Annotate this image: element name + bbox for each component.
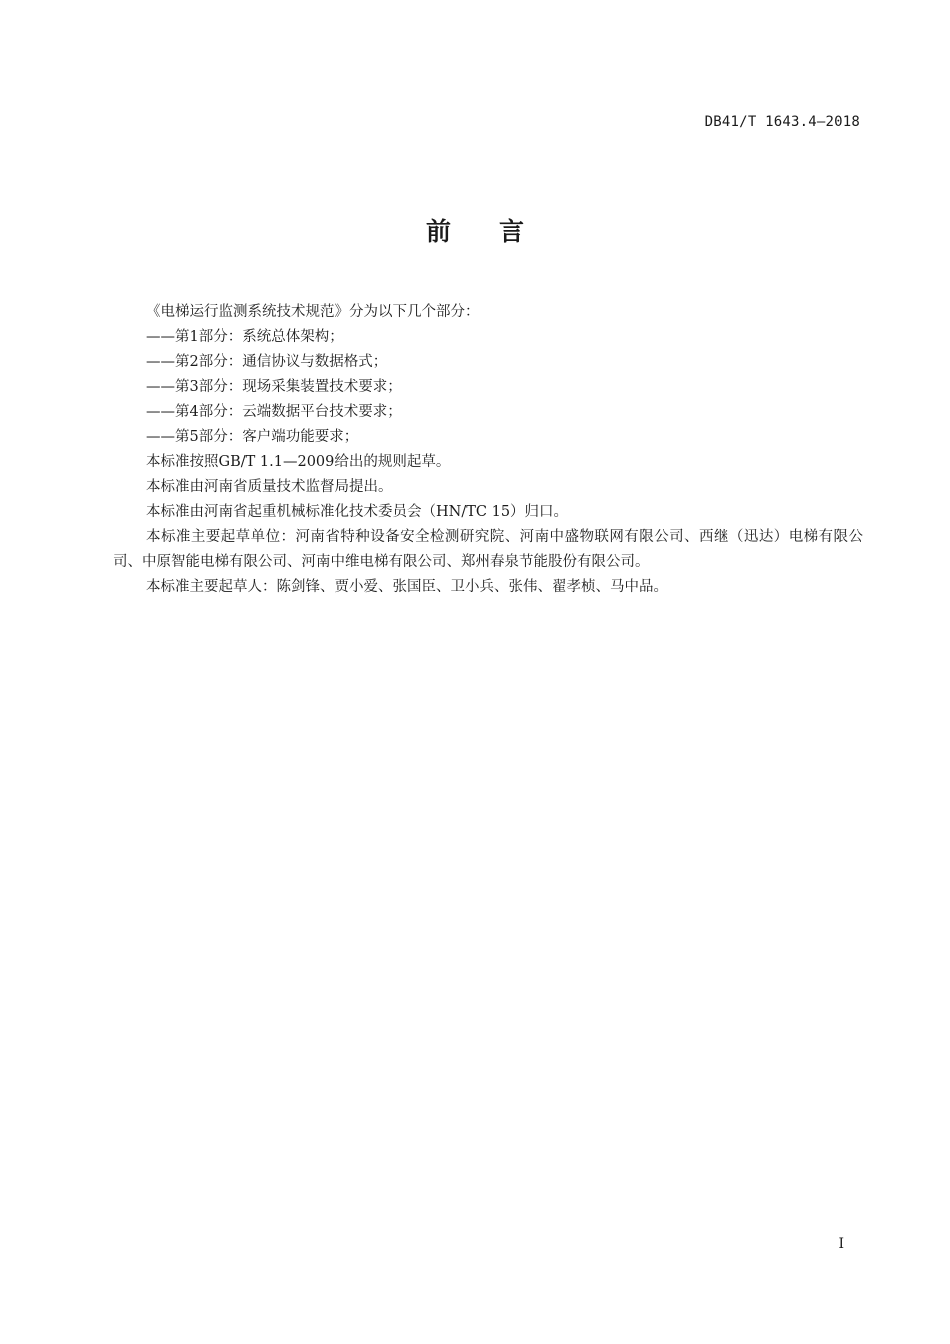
standard-code: DB41/T 1643.4—2018 [704, 114, 860, 130]
page-title: 前言 [425, 217, 572, 246]
paragraph-drafters: 本标准主要起草人：陈剑锋、贾小爱、张国臣、卫小兵、张伟、翟孝桢、马中品。 [146, 579, 668, 595]
paragraph-part-5: ——第5部分：客户端功能要求； [146, 429, 359, 445]
preface-body [113, 300, 863, 600]
paragraph-drafting-rules: 本标准按照GB/T 1.1—2009给出的规则起草。 [146, 454, 451, 470]
paragraph-part-3: ——第3部分：现场采集装置技术要求； [146, 379, 402, 395]
paragraph-part-4: ——第4部分：云端数据平台技术要求； [146, 404, 402, 420]
paragraph-parts-intro: 《电梯运行监测系统技术规范》分为以下几个部分： [146, 304, 480, 320]
paragraph-part-1: ——第1部分：系统总体架构； [146, 329, 344, 345]
paragraph-proposer: 本标准由河南省质量技术监督局提出。 [146, 479, 393, 495]
page-number: I [838, 1236, 844, 1252]
paragraph-committee: 本标准由河南省起重机械标准化技术委员会（HN/TC 15）归口。 [146, 504, 569, 520]
paragraph-drafting-units: 本标准主要起草单位：河南省特种设备安全检测研究院、河南中盛物联网有限公司、西继（迅达）电梯有限公司、中原智能电梯有限公司、河南中维电梯有限公司、郑州春泉节能股份有限公司。 [113, 529, 863, 570]
paragraph-part-2: ——第2部分：通信协议与数据格式； [146, 354, 388, 370]
